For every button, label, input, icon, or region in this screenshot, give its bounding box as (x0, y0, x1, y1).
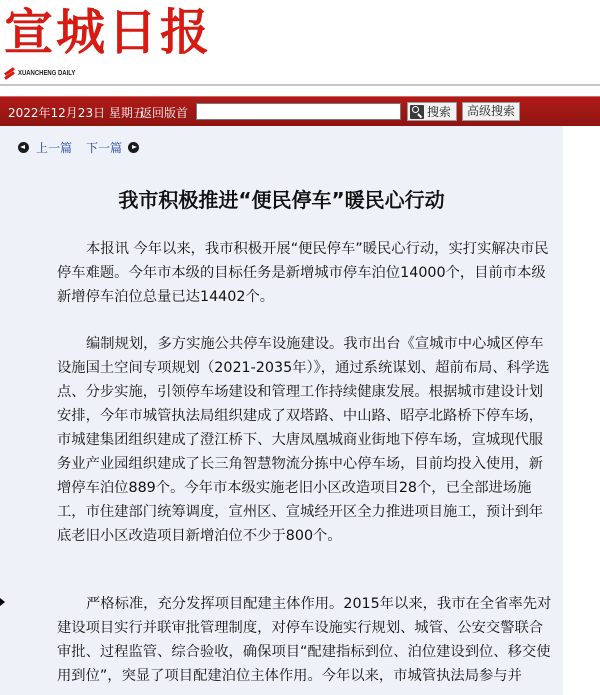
search-icon (410, 105, 424, 119)
logo-mark-icon (4, 68, 15, 79)
article-navigation (18, 139, 139, 155)
newspaper-logo-title: 宣城日报 (4, 3, 213, 61)
article-paragraph: 编制规划，多方实施公共停车设施建设。我市出台《宣城市中心城区停车设施国土空间专项规划（2021-2035年）》，通过系统谋划、超前布局、科学选点、分步实施，引领停车场建设和管理工作持续健康发展。根据城市建设计划安排，今年市城管执法局组织建成了双塔路、中山路、昭亭北路桥下停车场，市城建集团组织建成了澄江桥下、大唐凤凰城商业街地下停车场，宣城现代服务业产业园组织建成了长三角智慧物流分拣中心停车场，目前均投入使用，新增停车泊位889个。今年市本级实施老旧小区改造项目28个，已全部进场施工，市住建部门统筹调度，宣州区、宣城经开区全力推进项目施工，预计到年底老旧小区改造项目新增泊位不少于800个。 (57, 336, 550, 544)
masthead (0, 0, 600, 96)
prev-arrow-icon[interactable] (18, 142, 29, 153)
advanced-search-button[interactable]: 高级搜索 (462, 102, 520, 121)
newspaper-logo-subtitle (4, 66, 85, 80)
back-to-front-page-link[interactable]: 返回版首 (140, 106, 189, 120)
article-title: 我市积极推进“便民停车”暖民心行动 (118, 188, 445, 212)
search-button-label: 搜索 (427, 105, 452, 119)
issue-date: 2022年12月23日 星期五 (8, 106, 145, 120)
search-input[interactable] (196, 103, 401, 120)
logo-english-name: XUANCHENG DAILY (18, 69, 76, 77)
masthead-divider (0, 84, 600, 86)
right-margin (563, 126, 600, 695)
prev-article-link[interactable]: 上一篇 (36, 140, 73, 155)
next-arrow-icon[interactable] (128, 142, 139, 153)
toolbar (0, 96, 600, 126)
article-panel (0, 126, 563, 695)
article-paragraph: 本报讯 今年以来，我市积极开展“便民停车”暖民心行动，实打实解决市民停车难题。今年市本级的目标任务是新增城市停车泊位14000个，目前市本级新增停车泊位总量已达14402个。 (57, 241, 549, 305)
search-button[interactable] (407, 102, 457, 121)
article-paragraph: 严格标准，充分发挥项目配建主体作用。2015年以来，我市在全省率先对建设项目实行并联审批管理制度，对停车设施实行规划、城管、公安交警联合审批、过程监管、综合验收，确保项目“配建指标到位、泊位建设到位、移交使用到位”，突显了项目配建泊位主体作用。今年以来，市城管执法局参与并 (57, 596, 552, 684)
next-article-link[interactable]: 下一篇 (86, 140, 123, 155)
scroll-right-arrow-icon[interactable] (0, 598, 5, 606)
